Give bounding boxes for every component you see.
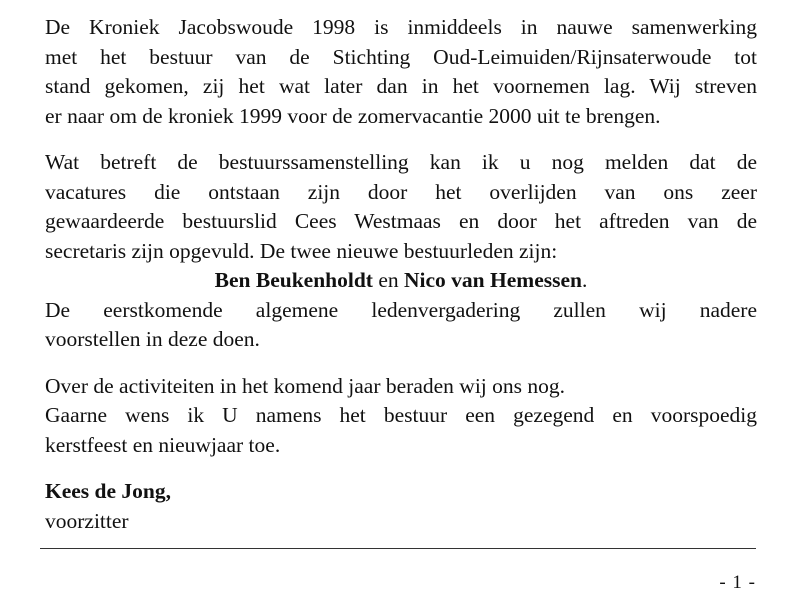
text-line: stand gekomen, zij het wat later dan in het voornemen lag. Wij streven <box>45 74 757 98</box>
text-line: De Kroniek Jacobswoude 1998 is inmiddeels in nauwe samenwerking <box>45 15 757 39</box>
new-board-members <box>45 266 757 296</box>
paragraph-bestuur <box>45 148 757 355</box>
text-line: De eerstkomende algemene ledenvergadering zullen wij nadere <box>45 297 757 322</box>
paragraph-greetings <box>45 372 757 461</box>
period: . <box>581 268 588 292</box>
text-line: secretaris zijn opgevuld. De twee nieuwe bestuurleden zijn: <box>45 238 558 263</box>
signature-block <box>45 477 757 536</box>
paragraph-gap <box>45 131 757 148</box>
letter-body <box>45 13 757 536</box>
paragraph-gap <box>45 355 757 372</box>
new-member-name: Ben Beukenholdt <box>214 268 373 292</box>
paragraph-gap <box>45 460 757 477</box>
text-line: Wat betreft de bestuurssamenstelling kan ik u nog melden dat de <box>45 150 757 174</box>
conjunction: en <box>378 268 399 292</box>
paragraph-kroniek <box>45 13 757 131</box>
text-line: kerstfeest en nieuwjaar toe. <box>45 432 281 457</box>
text-line: gewaardeerde bestuurslid Cees Westmaas en door het aftreden van de <box>45 209 757 233</box>
text-line: Gaarne wens ik U namens het bestuur een gezegend en voorspoedig <box>45 403 757 427</box>
text-line: vacatures die ontstaan zijn door het overlijden van ons zeer <box>45 179 757 204</box>
signature-title: voorzitter <box>45 508 129 533</box>
text-line: er naar om de kroniek 1999 voor de zomervacantie 2000 uit te brengen. <box>45 103 661 128</box>
page-number: - 1 - <box>719 572 756 593</box>
footer-divider <box>40 548 756 549</box>
signature-name: Kees de Jong, <box>45 479 172 503</box>
text-line: met het bestuur van de Stichting Oud-Leimuiden/Rijnsaterwoude tot <box>45 44 757 69</box>
text-line: voorstellen in deze doen. <box>45 327 260 351</box>
new-member-name: Nico van Hemessen <box>404 268 582 292</box>
text-line: Over de activiteiten in het komend jaar beraden wij ons nog. <box>45 373 566 398</box>
